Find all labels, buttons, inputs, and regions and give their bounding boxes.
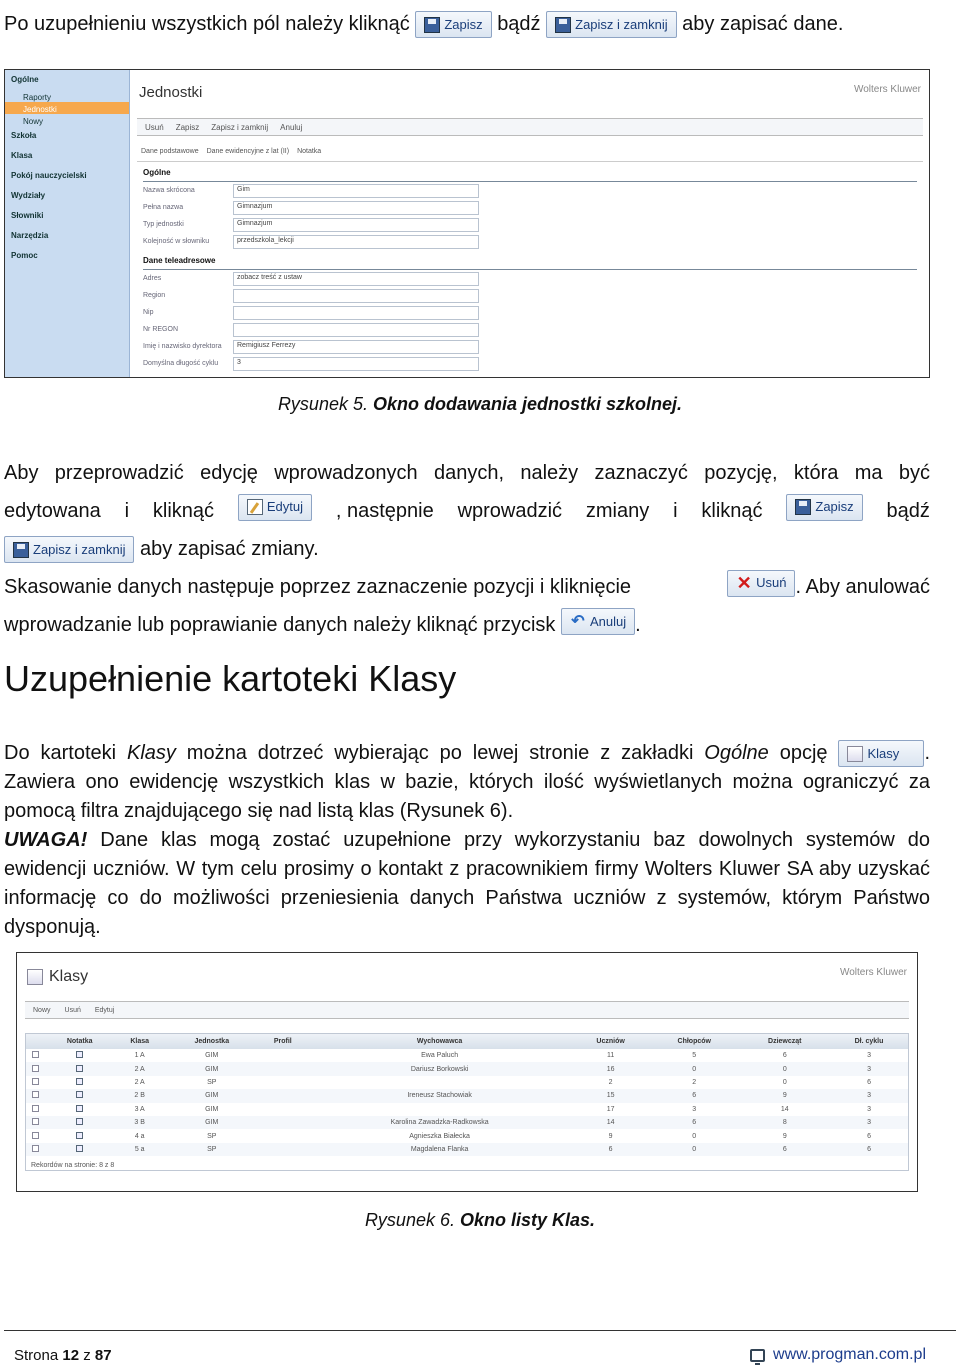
table-cell: GIM [205,1105,219,1113]
table-cell: 5 [692,1052,697,1060]
text-italic: Klasy [126,742,176,764]
table-cell: 6 [782,1052,787,1060]
brand-logo: Wolters Kluwer [853,84,921,95]
text-italic: Ogólne [704,742,769,764]
table-row[interactable] [26,1049,908,1062]
sidebar-item-szkola[interactable]: Szkoła [11,131,37,140]
director-field[interactable]: Remigiusz Ferrezy [233,340,479,354]
table-cell: 6 [867,1132,871,1140]
table-cell: 6 [572,1143,649,1156]
para1-line5 [4,611,930,639]
table-cell [259,1129,307,1142]
caption-title: Okno dodawania jednostki szkolnej. [373,394,683,414]
field-label: Region [143,292,166,299]
sidebar-item-raporty[interactable]: Raporty [23,93,52,102]
table-cell: 9 [782,1132,787,1140]
edit-button-label: Edytuj [266,499,304,514]
word: wprowadzić [457,500,563,522]
cycle-length-field[interactable]: 3 [233,357,479,371]
cell-notatka [45,1103,114,1116]
figure6-caption [0,1210,960,1231]
toolbar [25,1001,909,1019]
field-label: Nazwa skrócona [143,187,195,194]
word: należy [520,462,579,484]
table-cell [259,1143,307,1156]
table-cell: 8 [740,1116,831,1129]
form-row [143,216,917,233]
row-checkbox[interactable] [32,1105,39,1112]
row-checkbox[interactable] [32,1132,39,1139]
note-icon[interactable] [76,1105,83,1112]
edit-button[interactable] [238,494,312,521]
form-row [143,355,917,372]
cell-select [26,1116,45,1129]
field-label: Pełna nazwa [143,204,184,211]
table-cell: 3 [830,1116,908,1129]
intro-text: Po uzupełnieniu wszystkich pól należy kliknąć [4,13,410,35]
sidebar-item-klasa[interactable]: Klasa [11,151,33,160]
table-cell: 3 [867,1105,871,1113]
class-icon [27,969,43,985]
para1-line3 [4,535,930,563]
intro-text-end: aby zapisać dane. [682,13,844,35]
or-text: bądź [497,13,541,35]
sidebar-item-jednostki[interactable]: Jednostki [5,102,129,114]
table-cell: 11 [606,1052,615,1060]
form-row [143,199,917,216]
save-button-label: Zapisz [444,16,483,32]
cell-select [26,1143,45,1156]
delete-button[interactable] [727,570,795,597]
table-cell: 3 [830,1062,908,1075]
sidebar [5,70,130,377]
cell-notatka [45,1076,114,1089]
save-button-label: Zapisz [815,499,854,514]
page-number [14,1347,112,1364]
app-header [131,70,929,118]
table-row[interactable] [26,1129,908,1142]
table-cell: 2 A [114,1062,165,1075]
col-notatka[interactable]: Notatka [45,1034,114,1049]
toolbar-save-close[interactable]: Zapisz i zamknij [211,122,269,132]
table-cell: GIM [165,1089,259,1102]
text: aby zapisać zmiany. [140,538,319,560]
toolbar-save[interactable]: Zapisz [175,122,200,132]
word: edytowana [4,500,101,522]
save-icon [13,542,29,558]
table-cell [259,1076,307,1089]
table-cell: 14 [572,1116,649,1129]
delete-button-label: Usuń [756,575,787,590]
nip-field[interactable] [233,306,479,320]
page-total: 87 [94,1346,112,1364]
table-cell: 1 A [134,1052,145,1060]
region-field[interactable] [233,289,479,303]
table-cell: 2 [608,1078,613,1086]
cell-notatka [45,1089,114,1102]
form-row [143,270,917,287]
save-icon [555,17,571,33]
table-cell [259,1103,307,1116]
sidebar-item-nowy[interactable]: Nowy [23,117,44,126]
table-cell: 3 [692,1105,697,1113]
caption-title: Okno listy Klas. [460,1210,596,1230]
row-checkbox[interactable] [32,1051,39,1058]
sidebar-item-slowniki[interactable]: Słowniki [11,211,44,220]
cell-notatka [45,1049,114,1062]
row-checkbox[interactable] [32,1091,39,1098]
website-link[interactable]: www.progman.com.pl [773,1346,926,1363]
cell-notatka [45,1116,114,1129]
table-cell: GIM [205,1052,219,1060]
word: i [673,500,678,522]
table-cell: 3 [867,1052,871,1060]
table-cell: 9 [740,1089,831,1102]
table-cell [259,1089,307,1102]
text: . Aby anulować [795,576,930,598]
cell-select [26,1076,45,1089]
table-cell: 0 [649,1062,739,1075]
save-close-button-label: Zapisz i zamknij [575,16,668,32]
footer-divider [4,1330,956,1331]
cell-select [26,1089,45,1102]
table-row[interactable] [26,1143,908,1156]
note-icon[interactable] [76,1078,83,1085]
col-klasa[interactable]: Klasa [114,1034,165,1049]
row-checkbox[interactable] [32,1118,39,1125]
text: . Zawiera ono ewidencję wszystkich klas w bazie, których ilość wyświetlanych można ograniczyć za pomocą filtra znajdującego się nad listą klas (Rysunek 6). [4,742,930,822]
table-cell [307,1103,572,1116]
unit-type-select[interactable]: Gimnazjum [233,218,479,232]
note-icon[interactable] [76,1051,83,1058]
word: kliknąć [152,500,215,522]
note-icon[interactable] [76,1132,83,1139]
col-wychowawca[interactable]: Wychowawca [307,1034,572,1049]
table-cell: Karolina Zawadzka-Radkowska [307,1116,572,1129]
save-button[interactable] [786,494,862,521]
word: edycję [200,462,258,484]
toolbar-delete[interactable]: Usuń [64,1006,81,1014]
table-cell: 6 [740,1143,831,1156]
section-heading: Uzupełnienie kartoteki Klasy [4,658,457,699]
warning-label: UWAGA! [4,829,88,851]
col-jednostka[interactable]: Jednostka [165,1034,259,1049]
table-cell: Ewa Paluch [421,1052,459,1060]
row-checkbox[interactable] [32,1145,39,1152]
cell-select [26,1049,45,1062]
save-icon [795,499,811,515]
app-title: Klasy [49,968,89,985]
table-cell: 6 [830,1143,908,1156]
sidebar-item-narzedzia[interactable]: Narzędzia [11,231,49,240]
table-row[interactable] [26,1076,908,1089]
table-cell: 9 [608,1132,613,1140]
section-ogolne: Ogólne [143,168,917,182]
word: , następnie [335,500,434,522]
class-icon [847,746,863,762]
form-row [143,321,917,338]
table-cell: 17 [606,1105,615,1113]
text: . [635,614,641,636]
table-cell: 4 a [134,1132,145,1140]
save-close-button-label: Zapisz i zamknij [33,541,126,557]
text: Do kartoteki [4,742,127,764]
word: pozycję, [704,462,778,484]
col-uczniow[interactable]: Uczniów [572,1034,649,1049]
row-checkbox[interactable] [32,1065,39,1072]
para2 [4,739,930,942]
col-dl-cyklu[interactable]: Dł. cyklu [830,1034,908,1049]
figure6-screenshot [16,952,918,1192]
table-cell: 2 [692,1078,697,1086]
address-field[interactable]: zobacz treść z ustaw [233,272,479,286]
table-cell: 0 [740,1062,831,1075]
tabs [137,142,923,162]
table-cell: GIM [165,1062,259,1075]
text: wprowadzanie lub poprawianie danych należy kliknąć przycisk [4,614,556,636]
word: przeprowadzić [54,462,184,484]
col-profil[interactable]: Profil [259,1034,307,1049]
table-row[interactable] [26,1103,908,1116]
table-cell: SP [165,1143,259,1156]
table-cell: Agnieszka Białecka [409,1132,470,1140]
word: wprowadzonych [274,462,418,484]
note-icon[interactable] [76,1091,83,1098]
table-cell: 0 [692,1132,697,1140]
word: Aby [4,462,39,484]
table-cell: 6 [867,1078,871,1086]
cell-select [26,1129,45,1142]
table-cell: 2 A [134,1078,145,1086]
table-cell: 14 [780,1105,789,1113]
table-cell: 3 [830,1089,908,1102]
word: danych, [433,462,505,484]
tab-dane-ewidencyjne[interactable]: Dane ewidencyjne z lat (II) [206,148,290,155]
figure5-screenshot [4,69,930,378]
caption-prefix: Rysunek 6. [364,1210,455,1230]
field-label: Domyślna długość cyklu [143,360,219,367]
note-icon[interactable] [76,1145,83,1152]
cell-notatka [45,1143,114,1156]
sidebar-item-ogolne[interactable]: Ogólne [11,75,39,84]
table-row[interactable] [26,1089,908,1102]
figure5-caption [0,394,960,415]
toolbar-cancel[interactable]: Anuluj [280,122,303,132]
toolbar-edit[interactable]: Edytuj [94,1006,115,1014]
form-row [143,338,917,355]
field-label: Nr REGON [143,326,178,333]
text: Dane klas mogą zostać uzupełnione przy wykorzystaniu baz dowolnych systemów do ewidencji uczniów. W tym celu prosimy o kontakt z pracownikiem firmy Wolters Kluwer SA aby uzyskać informację co do możliwości przeniesienia danych Państwa uczniów z systemów, którym Państwo dysponują. [4,829,930,938]
klasy-button[interactable] [838,740,924,767]
form-row [143,287,917,304]
page-current: 12 [62,1346,80,1364]
para1-line2 [4,497,930,525]
cancel-button[interactable] [561,608,635,635]
cell-select [26,1103,45,1116]
table-row[interactable] [26,1116,908,1129]
sidebar-item-wydzialy[interactable]: Wydziały [11,191,46,200]
word: i [124,500,130,522]
caption-prefix: Rysunek 5. [277,394,368,414]
table-cell: 3 B [114,1116,165,1129]
toolbar-delete[interactable]: Usuń [145,122,164,132]
word: zmiany [585,500,650,522]
intro-line [4,10,930,38]
records-per-page: Rekordów na stronie: 8 z 8 [31,1162,115,1169]
field-label: Kolejność w słowniku [143,238,210,245]
field-label: Typ jednostki [143,221,184,228]
note-icon[interactable] [76,1065,83,1072]
classes-grid [25,1033,909,1171]
form-row [143,233,917,250]
tab-notatka[interactable]: Notatka [297,148,322,155]
word: być [898,462,930,484]
word: kliknąć [701,500,763,522]
table-cell [259,1049,307,1062]
cancel-button-label: Anuluj [589,613,627,629]
table-cell: Dariusz Borkowski [307,1062,572,1075]
brand-logo: Wolters Kluwer [839,967,907,978]
field-label: Imię i nazwisko dyrektora [143,343,222,350]
word: ma [854,462,883,484]
app-title: Jednostki [139,84,203,101]
word: bądź [886,500,930,522]
text: można dotrzeć wybierając po lewej stronie z zakładki [175,742,705,764]
main-panel [131,70,929,377]
col-select [26,1034,45,1049]
table-cell: 3 A [134,1105,145,1113]
table-row[interactable] [26,1062,908,1075]
cell-notatka [45,1129,114,1142]
para1-line4 [4,573,930,601]
classes-table [26,1034,908,1156]
klasy-button-label: Klasy [867,746,900,762]
field-label: Nip [143,309,154,316]
text: Skasowanie danych następuje poprzez zaznaczenie pozycji i kliknięcie [4,576,632,598]
app-header [17,953,917,1001]
page-footer [14,1346,926,1364]
delete-icon: ✕ [736,573,752,593]
text: opcję [768,742,839,764]
order-select[interactable]: przedszkola_lekcji [233,235,479,249]
toolbar-new[interactable]: Nowy [33,1006,51,1014]
table-cell: Magdalena Flanka [307,1143,572,1156]
word: zaznaczyć [594,462,688,484]
section-teleadresowe: Dane teleadresowe [143,256,917,270]
sidebar-item-pokoj[interactable]: Pokój nauczycielski [11,171,87,180]
page-of: z [83,1346,91,1364]
table-cell [259,1062,307,1075]
field-label: Adres [143,275,162,282]
save-button[interactable] [415,11,491,38]
table-cell: 6 [649,1116,739,1129]
para1-line1 [4,459,930,487]
save-close-button[interactable] [4,536,134,563]
table-cell: 5 a [114,1143,165,1156]
table-cell: 15 [572,1089,649,1102]
col-chlopcow[interactable]: Chłopców [649,1034,739,1049]
table-cell: 16 [572,1062,649,1075]
undo-icon: ↶ [571,612,585,630]
cell-select [26,1062,45,1075]
table-cell: 2 B [114,1089,165,1102]
save-icon [424,17,440,33]
row-checkbox[interactable] [32,1078,39,1085]
col-dziewczat[interactable]: Dziewcząt [740,1034,831,1049]
form-row [143,304,917,321]
word: która [793,462,839,484]
table-cell: SP [207,1078,217,1086]
table-cell [307,1076,572,1089]
short-name-field[interactable]: Gim [233,184,479,198]
table-cell: 6 [649,1089,739,1102]
table-cell [259,1116,307,1129]
monitor-icon [750,1349,765,1362]
cell-notatka [45,1062,114,1075]
edit-icon [247,499,263,515]
sidebar-item-pomoc[interactable]: Pomoc [11,251,38,260]
save-close-button[interactable] [546,11,676,38]
table-cell: Ireneusz Stachowiak [307,1089,572,1102]
form-row [143,182,917,199]
page-label: Strona [14,1346,59,1364]
note-icon[interactable] [76,1118,83,1125]
table-cell: GIM [165,1116,259,1129]
table-cell: SP [207,1132,217,1140]
table-cell: 0 [782,1078,787,1086]
toolbar [137,118,923,136]
regon-field[interactable] [233,323,479,337]
tab-dane-podstawowe[interactable]: Dane podstawowe [141,148,199,155]
full-name-field[interactable]: Gimnazjum [233,201,479,215]
table-cell: 0 [649,1143,739,1156]
